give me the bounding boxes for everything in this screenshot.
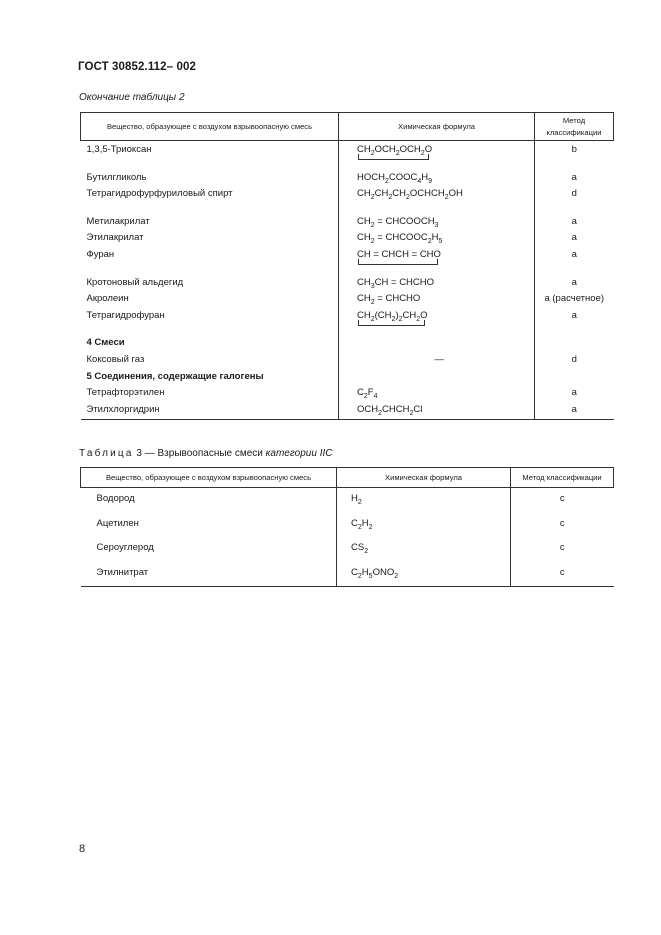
formula-cell: $HOCH_2COOC_4H_9$ [339,171,535,188]
substance-cell: Тетрагидрофурфуриловый спирт [81,187,339,204]
ring-formula: $CH_2(CH_2)_2CH_2O$ [357,309,428,322]
ring-bracket [358,154,429,160]
method-cell: c [559,493,565,504]
table-row [81,386,614,403]
table-row [81,403,614,420]
table-header-row [81,468,614,488]
method-cell: a (расчетное) [544,293,605,305]
method-cell: b [571,144,577,155]
table-row [81,292,614,309]
formula-cell [339,336,535,353]
method-cell: c [559,517,565,529]
method-cell: a [571,232,577,244]
formula-cell: $CH_2$ = $CHCOOCH_3$ [339,215,535,232]
table-row [81,215,614,232]
method-cell: a [571,276,577,288]
method-cell: c [559,542,565,553]
table-row [81,309,614,326]
substance-cell: Бутилгликоль [81,171,339,188]
substance-cell: Ацетилен [81,513,337,538]
formula-cell: $CS_2$ [337,537,511,562]
section-heading: 5 Соединения, содержащие галогены [81,370,339,387]
table-header-row [81,113,614,141]
section-heading: 4 Смеси [81,336,339,353]
method-cell: d [571,188,577,200]
formula-cell: $H_2$ [337,488,511,513]
table-row [81,171,614,188]
table-row [81,370,614,387]
table-row [81,276,614,293]
formula-cell: $C_2H_5ONO_2$ [337,562,511,587]
table-row [81,513,614,538]
method-cell: a [571,171,577,183]
table-row [81,537,614,562]
method-cell [535,336,614,353]
page-number: 8 [79,843,86,855]
table-row [81,488,614,513]
substance-cell: Сероуглерод [81,537,337,562]
method-cell [535,370,614,387]
substance-cell: Фуран [81,248,339,265]
table-3-caption: Таблица 3 — Взрывоопасные смеси категории IIC [79,448,333,459]
table-row [81,336,614,353]
formula-cell [339,141,535,160]
substance-cell: Акролеин [81,292,339,309]
table-2 [80,112,614,420]
formula-cell: $CH_2$ = $CHCOOC_2H_5$ [339,231,535,248]
formula-cell: $OCH_2CHCH_2Cl$ [339,403,535,420]
document-code: ГОСТ 30852.112– 002 [78,61,196,73]
column-header-substance: Вещество, образующее с воздухом взрывоопасную смесь [81,468,337,488]
formula-cell [339,309,535,326]
column-header-substance: Вещество, образующее с воздухом взрывоопасную смесь [81,113,339,141]
table-row [81,248,614,265]
substance-cell: Кротоновый альдегид [81,276,339,293]
substance-cell: Метилакрилат [81,215,339,232]
substance-cell: Этилхлоргидрин [81,403,339,420]
substance-cell: Водород [81,488,337,513]
method-cell: a [535,403,614,420]
substance-cell: Тетрафторэтилен [81,386,339,403]
substance-cell: Тетрагидрофуран [81,309,339,326]
table-3 [80,467,614,587]
ring-formula: CH = CHCH = CHO [357,248,441,261]
ring-bracket [358,259,438,265]
column-header-method: Метод классификации [535,113,614,141]
ring-bracket [358,320,425,326]
table-row [81,353,614,370]
method-cell: c [511,562,614,587]
ring-formula: $CH_2OCH_2OCH_2O$ [357,143,432,156]
table-row [81,141,614,160]
table-row [81,562,614,587]
method-cell: a [571,248,577,260]
substance-cell: Этилакрилат [81,231,339,248]
table-row [81,187,614,204]
formula-cell: $CH_2$ = CHCHO [339,292,535,309]
formula-cell: $CH_3CH$ = CHCHO [339,276,535,293]
formula-cell [339,248,535,265]
method-cell: a [571,215,577,227]
method-cell: a [571,309,577,321]
substance-cell: Коксовый газ [81,353,339,370]
formula-cell: — [339,353,535,370]
column-header-method: Метод классификации [511,468,614,488]
substance-cell: Этилнитрат [81,562,337,587]
formula-cell: $CH_2CH_2CH_2OCHCH_2OH$ [339,187,535,204]
table-row [81,231,614,248]
method-cell: d [571,353,577,365]
table-2-caption: Окончание таблицы 2 [79,92,185,103]
substance-cell: 1,3,5-Триоксан [81,141,339,160]
formula-cell: $C_2H_2$ [337,513,511,538]
column-header-formula: Химическая формула [339,113,535,141]
formula-cell: $C_2F_4$ [339,386,535,403]
column-header-formula: Химическая формула [337,468,511,488]
formula-cell [339,370,535,387]
method-cell: a [571,387,577,399]
